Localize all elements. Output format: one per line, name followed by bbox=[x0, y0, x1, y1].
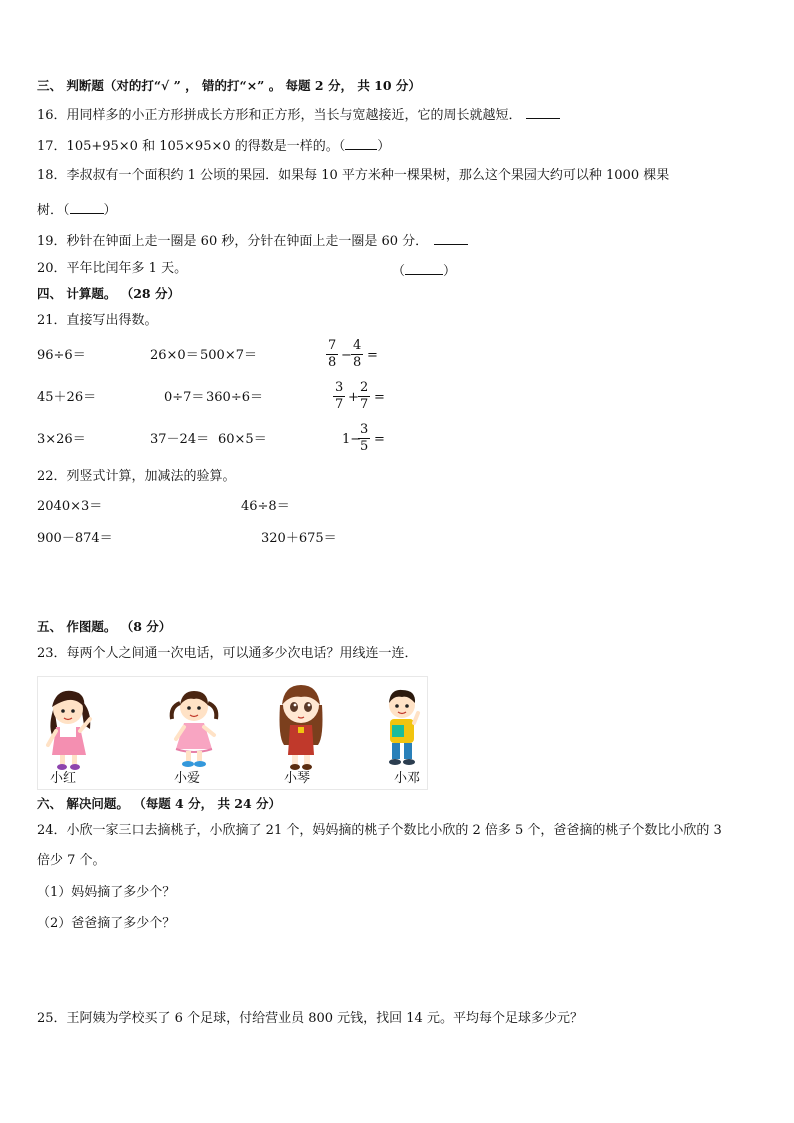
vertical-calc-2: 46÷8＝ bbox=[241, 499, 290, 514]
fraction-4-8 bbox=[351, 338, 363, 371]
section-4-heading: 四、 计算题。 （28 分） bbox=[37, 286, 180, 301]
fraction-denominator: 5 bbox=[360, 439, 369, 454]
question-23: 23．每两个人之间通一次电话，可以通多少次电话？用线连一连． bbox=[37, 646, 418, 661]
question-24-sub-1: （1）妈妈摘了多少个？ bbox=[37, 885, 176, 900]
question-20-answer bbox=[392, 260, 456, 281]
answer-blank-19[interactable] bbox=[434, 230, 468, 245]
calc-1-3: 500×7＝ bbox=[200, 348, 257, 363]
kid-name-xiaohong: 小红 bbox=[50, 771, 77, 786]
question-16 bbox=[37, 104, 560, 125]
kid-name-xiaodeng: 小邓 bbox=[394, 771, 421, 786]
question-18-open: 树．（ bbox=[37, 203, 70, 218]
question-24-line-2: 倍少 7 个。 bbox=[37, 853, 106, 868]
section-5-heading: 五、 作图题。 （8 分） bbox=[37, 619, 172, 634]
girl-xiaohong-icon[interactable] bbox=[40, 685, 100, 771]
answer-blank-20[interactable] bbox=[405, 260, 443, 275]
fraction-3-7 bbox=[333, 380, 345, 413]
equals-sign: = bbox=[374, 432, 385, 447]
calc-3-2: 37－24＝ bbox=[150, 432, 210, 447]
fraction-numerator: 2 bbox=[360, 380, 369, 395]
question-17-close: ） bbox=[377, 139, 391, 154]
fraction-numerator: 3 bbox=[335, 380, 344, 395]
kid-name-xiaoqin: 小琴 bbox=[284, 771, 311, 786]
fraction-numerator: 4 bbox=[353, 338, 362, 353]
fraction-7-8 bbox=[326, 338, 338, 371]
equals-sign: = bbox=[367, 348, 378, 363]
calc-1-2: 26×0＝ bbox=[150, 348, 199, 363]
question-20-close: ） bbox=[443, 264, 457, 279]
fraction-denominator: 7 bbox=[360, 397, 369, 412]
answer-blank-18[interactable] bbox=[70, 199, 104, 214]
minus-sign: − bbox=[341, 348, 352, 363]
question-17 bbox=[37, 135, 390, 156]
fraction-3-5 bbox=[358, 422, 370, 455]
fraction-2-7 bbox=[358, 380, 370, 413]
calc-2-2: 0÷7＝ bbox=[164, 390, 205, 405]
fraction-denominator: 8 bbox=[353, 355, 362, 370]
question-25: 25．王阿姨为学校买了 6 个足球，付给营业员 800 元钱，找回 14 元。平均每个足球多少元？ bbox=[37, 1011, 583, 1026]
girl-xiaoqin-icon[interactable] bbox=[274, 681, 328, 771]
kids-picture-box bbox=[37, 676, 428, 790]
question-18-close: ） bbox=[103, 203, 117, 218]
answer-blank-16[interactable] bbox=[526, 104, 560, 119]
fraction-numerator: 3 bbox=[360, 422, 369, 437]
plus-sign: + bbox=[348, 390, 359, 405]
answer-blank-17[interactable] bbox=[345, 135, 377, 150]
section-6-heading: 六、 解决问题。 （每题 4 分， 共 24 分） bbox=[37, 796, 282, 811]
calc-1-1: 96÷6＝ bbox=[37, 348, 86, 363]
kid-name-xiaoai: 小爱 bbox=[174, 771, 201, 786]
equals-sign: = bbox=[374, 390, 385, 405]
question-21: 21．直接写出得数。 bbox=[37, 313, 158, 328]
calc-2-1: 45＋26＝ bbox=[37, 390, 97, 405]
vertical-calc-4: 320＋675＝ bbox=[261, 531, 337, 546]
vertical-calc-1: 2040×3＝ bbox=[37, 499, 103, 514]
question-18-line-2 bbox=[37, 199, 117, 220]
question-18-line-1: 18．李叔叔有一个面积约 1 公顷的果园．如果每 10 平方米种一棵果树，那么这个果园大约可以种 1000 棵果 bbox=[37, 168, 670, 183]
fraction-denominator: 8 bbox=[328, 355, 337, 370]
boy-xiaodeng-icon[interactable] bbox=[378, 685, 426, 771]
question-19 bbox=[37, 230, 468, 251]
fraction-numerator: 7 bbox=[328, 338, 337, 353]
question-17-text: 17．105+95×0 和 105×95×0 的得数是一样的。（ bbox=[37, 139, 346, 154]
girl-xiaoai-icon[interactable] bbox=[164, 685, 224, 771]
section-3-heading: 三、 判断题（对的打“√ ” ， 错的打“×” 。 每题 2 分， 共 10 分） bbox=[37, 78, 421, 93]
one-minus: 1− bbox=[342, 432, 362, 447]
question-19-text: 19．秒针在钟面上走一圈是 60 秒，分针在钟面上走一圈是 60 分． bbox=[37, 234, 429, 249]
fraction-denominator: 7 bbox=[335, 397, 344, 412]
question-20-text: 20．平年比闰年多 1 天。 bbox=[37, 261, 188, 276]
question-20-open: （ bbox=[392, 264, 406, 279]
question-22: 22．列竖式计算，加减法的验算。 bbox=[37, 469, 236, 484]
vertical-calc-3: 900－874＝ bbox=[37, 531, 113, 546]
question-16-text: 16．用同样多的小正方形拼成长方形和正方形，当长与宽越接近，它的周长就越短． bbox=[37, 108, 522, 123]
calc-2-3: 360÷6＝ bbox=[206, 390, 263, 405]
question-24-sub-2: （2）爸爸摘了多少个？ bbox=[37, 916, 176, 931]
question-24-line-1: 24．小欣一家三口去摘桃子，小欣摘了 21 个，妈妈摘的桃子个数比小欣的 2 倍多 5 个，爸爸摘的桃子个数比小欣的 3 bbox=[37, 823, 722, 838]
calc-3-3: 60×5＝ bbox=[218, 432, 267, 447]
calc-3-1: 3×26＝ bbox=[37, 432, 86, 447]
